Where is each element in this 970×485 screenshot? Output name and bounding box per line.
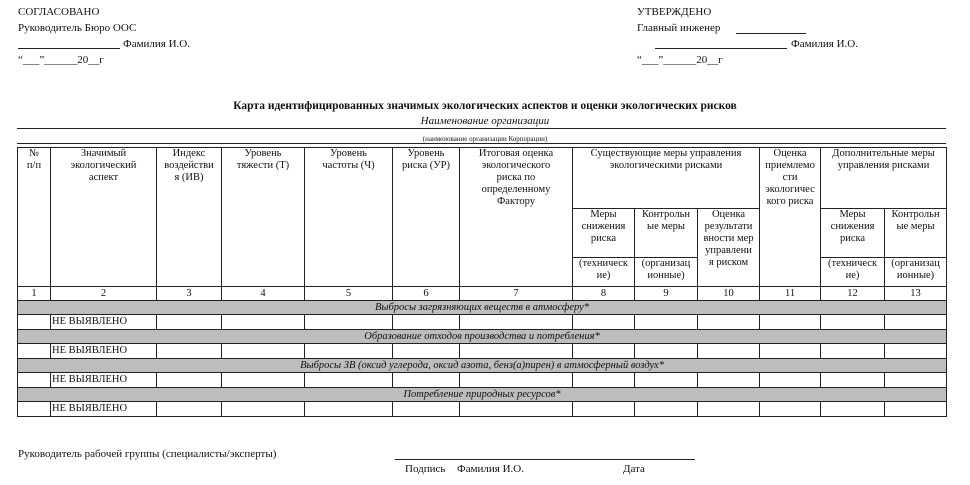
col-header-3: Индекс воздействи я (ИВ) <box>157 148 222 287</box>
header-row-top <box>18 148 947 209</box>
section-row-air-pollutants <box>18 359 947 373</box>
approved-date: “___”______20__г <box>637 54 723 66</box>
col-header-7: Итоговая оценка экологического риска по определенному Фактору <box>460 148 573 287</box>
section-title: Выбросы загрязняющих веществ в атмосферу* <box>18 301 947 315</box>
agreed-title: СОГЛАСОВАНО <box>18 6 100 18</box>
aspect-cell[interactable]: НЕ ВЫЯВЛЕНО <box>51 373 157 388</box>
col-header-9b: (организац ионные) <box>635 258 698 287</box>
footer-signature-line <box>395 459 695 460</box>
agreed-signature-line <box>18 48 120 49</box>
corporation-line <box>17 143 946 144</box>
col-header-10: Оценка результати вности мер управлени я риском <box>698 209 760 287</box>
section-title: Выбросы ЗВ (оксид углерода, оксид азота, бенз(а)пирен) в атмосферный воздух* <box>18 359 947 373</box>
col-number: 4 <box>222 287 305 301</box>
footer-date-label: Дата <box>623 463 645 475</box>
col-header-1: № п/п <box>18 148 51 287</box>
col-header-6: Уровень риска (УР) <box>393 148 460 287</box>
col-header-13a: Контрольн ые меры <box>885 209 947 258</box>
organization-name: Наименование организации <box>420 115 550 127</box>
col-header-5: Уровень частоты (Ч) <box>305 148 393 287</box>
col-number: 2 <box>51 287 157 301</box>
col-header-12a: Меры снижения риска <box>821 209 885 258</box>
col-header-8b: (техническ ие) <box>573 258 635 287</box>
col-header-12b: (техническ ие) <box>821 258 885 287</box>
col-header-13b: (организац ионные) <box>885 258 947 287</box>
col-header-11: Оценка приемлемо сти экологичес кого риска <box>760 148 821 287</box>
approved-title: УТВЕРЖДЕНО <box>637 6 712 18</box>
col-number: 5 <box>305 287 393 301</box>
footer-signature-label: Подпись <box>405 463 446 475</box>
section-row-resources <box>18 388 947 402</box>
col-header-8a: Меры снижения риска <box>573 209 635 258</box>
col-header-2: Значимый экологический аспект <box>51 148 157 287</box>
col-header-9a: Контрольн ые меры <box>635 209 698 258</box>
aspect-cell[interactable]: НЕ ВЫЯВЛЕНО <box>51 344 157 359</box>
col-number: 9 <box>635 287 698 301</box>
col-number: 7 <box>460 287 573 301</box>
table-row <box>18 373 947 388</box>
section-title: Потребление природных ресурсов* <box>18 388 947 402</box>
agreed-role: Руководитель Бюро ООС <box>18 22 137 34</box>
column-numbers-row <box>18 287 947 301</box>
approved-signature-line <box>655 48 787 49</box>
col-group-additional-measures: Дополнительные меры управления рисками <box>821 148 947 209</box>
table-row <box>18 402 947 417</box>
col-number: 8 <box>573 287 635 301</box>
section-row-waste <box>18 330 947 344</box>
agreed-name: Фамилия И.О. <box>123 38 190 50</box>
col-number: 12 <box>821 287 885 301</box>
col-number: 10 <box>698 287 760 301</box>
col-group-existing-measures: Существующие меры управления экологическими рисками <box>573 148 760 209</box>
col-number: 1 <box>18 287 51 301</box>
corporation-caption: (наименование организации Корпорации) <box>422 135 548 143</box>
table-row <box>18 315 947 330</box>
table-row <box>18 344 947 359</box>
document-title: Карта идентифицированных значимых экологических аспектов и оценки экологических рисков <box>233 100 737 112</box>
col-number: 6 <box>393 287 460 301</box>
aspect-cell[interactable]: НЕ ВЫЯВЛЕНО <box>51 402 157 417</box>
section-title: Образование отходов производства и потребления* <box>18 330 947 344</box>
agreed-date: “___”______20__г <box>18 54 104 66</box>
footer-name-label: Фамилия И.О. <box>457 463 524 475</box>
risk-table <box>17 147 947 417</box>
col-number: 11 <box>760 287 821 301</box>
working-group-leader: Руководитель рабочей группы (специалисты/эксперты) <box>18 448 277 460</box>
col-number: 3 <box>157 287 222 301</box>
section-row-emissions <box>18 301 947 315</box>
approved-name: Фамилия И.О. <box>791 38 858 50</box>
col-number: 13 <box>885 287 947 301</box>
approved-role: Главный инженер <box>637 22 721 34</box>
col-header-4: Уровень тяжести (Т) <box>222 148 305 287</box>
aspect-cell[interactable]: НЕ ВЫЯВЛЕНО <box>51 315 157 330</box>
approved-role-line <box>736 33 806 34</box>
org-name-line <box>17 128 946 129</box>
